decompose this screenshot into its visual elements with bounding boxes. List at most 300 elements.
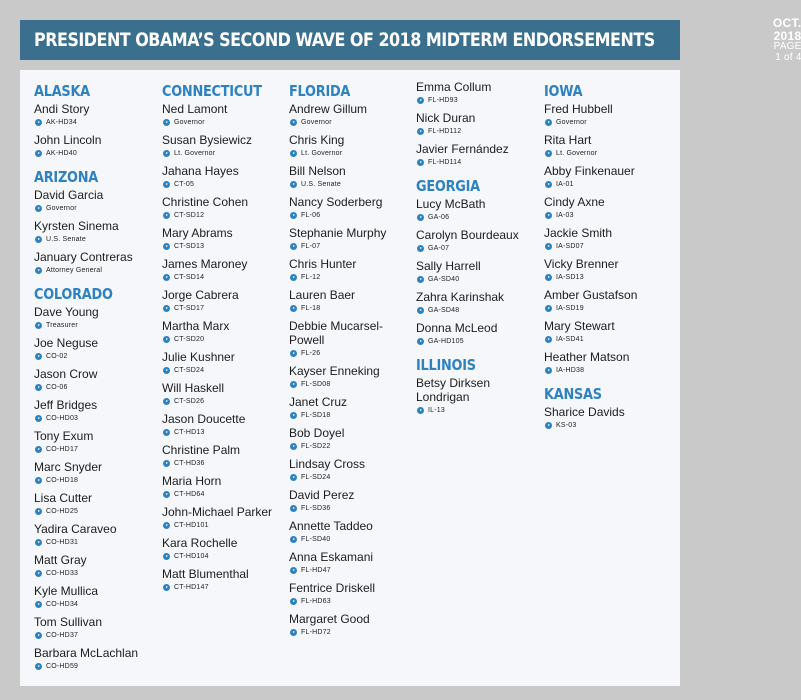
candidate-item [34,522,154,549]
arrow-circle-icon [545,336,552,343]
arrow-circle-icon [290,181,297,188]
candidate-name: Chris Hunter [289,257,357,271]
candidate-name: Christine Cohen [162,195,249,209]
arrow-circle-icon [163,119,170,126]
candidate-name: Marc Snyder [34,460,103,474]
candidate-name: Lindsay Cross [289,457,366,471]
candidate-item [162,319,282,346]
candidate-name: Mary Abrams [162,226,233,240]
arrow-circle-icon [163,491,170,498]
candidate-name: Martha Marx [162,319,230,333]
district-label: Lt. Governor [301,150,343,157]
candidate-office [289,347,409,360]
arrow-circle-icon [417,214,424,221]
candidate-name: January Contreras [34,250,133,264]
district-label: CO-HD25 [46,508,79,515]
arrow-circle-icon [163,212,170,219]
candidate-office [289,533,409,546]
candidate-office [34,505,154,518]
candidate-item [416,290,536,317]
district-label: Governor [174,119,205,126]
candidate-item [544,226,664,253]
candidate-name: Joe Neguse [34,336,99,350]
column-5 [544,80,664,436]
arrow-circle-icon [163,367,170,374]
district-label: U.S. Senate [301,181,341,188]
candidate-office [544,178,664,191]
candidate-item [544,350,664,377]
candidate-name: Will Haskell [162,381,225,395]
arrow-circle-icon [290,150,297,157]
arrow-circle-icon [163,274,170,281]
district-label: FL-HD47 [301,567,331,574]
candidate-office [34,536,154,549]
candidate-office [416,335,536,348]
candidate-name: Christine Palm [162,443,241,457]
candidate-item [34,646,154,673]
candidate-office [544,240,664,253]
arrow-circle-icon [35,236,42,243]
district-label: FL-06 [301,212,321,219]
candidate-name: Javier Fernández [416,142,509,156]
district-label: CO-HD17 [46,446,79,453]
district-label: AK-HD40 [46,150,77,157]
candidate-item [34,102,154,129]
candidate-item [34,367,154,394]
arrow-circle-icon [35,205,42,212]
district-label: Lt. Governor [174,150,216,157]
candidate-item [289,319,409,360]
arrow-circle-icon [163,398,170,405]
candidate-office [289,178,409,191]
arrow-circle-icon [35,601,42,608]
candidate-item [34,584,154,611]
candidate-name: Yadira Caraveo [34,522,117,536]
arrow-circle-icon [35,570,42,577]
candidate-name: Annette Taddeo [289,519,373,533]
candidate-name: Jahana Hayes [162,164,239,178]
arrow-circle-icon [545,243,552,250]
candidate-office [162,209,282,222]
candidate-name: Stephanie Murphy [289,226,387,240]
arrow-circle-icon [35,663,42,670]
candidate-office [544,333,664,346]
district-label: CT-SD13 [174,243,205,250]
candidate-item [162,288,282,315]
arrow-circle-icon [290,505,297,512]
candidate-name: Susan Bysiewicz [162,133,253,147]
candidate-item [544,257,664,284]
district-label: AK-HD34 [46,119,77,126]
candidate-office [162,426,282,439]
column-2 [162,80,282,598]
candidate-name: Ned Lamont [162,102,228,116]
arrow-circle-icon [290,119,297,126]
district-label: CO-06 [46,384,68,391]
candidate-name: Tom Sullivan [34,615,103,629]
candidate-name: David Garcia [34,188,104,202]
district-label: FL-SD08 [301,381,331,388]
arrow-circle-icon [35,508,42,515]
arrow-circle-icon [545,274,552,281]
candidate-item [544,195,664,222]
candidate-item [289,257,409,284]
state-heading: ILLINOIS [416,356,476,374]
state-heading: KANSAS [544,385,602,403]
candidate-name: Lauren Baer [289,288,356,302]
district-label: FL-26 [301,350,321,357]
district-label: CO-HD59 [46,663,79,670]
district-label: Governor [46,205,77,212]
district-label: FL-HD112 [428,128,462,135]
candidate-item [289,288,409,315]
district-label: CO-HD31 [46,539,79,546]
arrow-circle-icon [35,477,42,484]
district-label: CO-HD37 [46,632,79,639]
candidate-item [544,133,664,160]
endorsement-panel [20,70,680,686]
candidate-item [34,491,154,518]
candidate-office [289,595,409,608]
candidate-item [162,350,282,377]
arrow-circle-icon [35,539,42,546]
candidate-name: Donna McLeod [416,321,498,335]
candidate-item [416,80,536,107]
candidate-item [544,288,664,315]
column-3 [289,80,409,643]
page-indicator: PAGE 1 of 4 [773,41,801,63]
district-label: GA-HD105 [428,338,464,345]
candidate-name: Kyle Mullica [34,584,99,598]
candidate-office [289,502,409,515]
arrow-circle-icon [290,243,297,250]
candidate-name: Zahra Karinshak [416,290,505,304]
district-label: U.S. Senate [46,236,86,243]
candidate-item [289,488,409,515]
candidate-office [544,147,664,160]
district-label: GA-07 [428,245,450,252]
candidate-office [289,147,409,160]
candidate-item [289,195,409,222]
arrow-circle-icon [290,474,297,481]
candidate-office [162,488,282,501]
district-label: CO-HD03 [46,415,79,422]
arrow-circle-icon [35,267,42,274]
candidate-name: John Lincoln [34,133,102,147]
candidate-name: Fentrice Driskell [289,581,376,595]
arrow-circle-icon [417,97,424,104]
state-heading: CONNECTICUT [162,82,262,100]
state-heading: ALASKA [34,82,90,100]
district-label: CT-HD147 [174,584,209,591]
arrow-circle-icon [545,305,552,312]
candidate-office [34,116,154,129]
candidate-item [544,164,664,191]
arrow-circle-icon [35,446,42,453]
candidate-item [289,133,409,160]
candidate-name: Nick Duran [416,111,476,125]
state-heading: GEORGIA [416,177,480,195]
district-label: CT-HD101 [174,522,209,529]
arrow-circle-icon [417,159,424,166]
candidate-item [34,336,154,363]
candidate-item [416,321,536,348]
candidate-office [162,240,282,253]
district-label: IA-SD07 [556,243,584,250]
candidate-name: Bob Doyel [289,426,345,440]
candidate-office [34,202,154,215]
arrow-circle-icon [163,522,170,529]
candidate-name: Dave Young [34,305,99,319]
district-label: CT-SD17 [174,305,205,312]
candidate-name: Emma Collum [416,80,492,94]
district-label: CO-HD34 [46,601,79,608]
candidate-office [34,443,154,456]
candidate-office [34,474,154,487]
arrow-circle-icon [545,119,552,126]
arrow-circle-icon [290,212,297,219]
arrow-circle-icon [35,150,42,157]
candidate-office [162,333,282,346]
candidate-name: Amber Gustafson [544,288,638,302]
state-heading: FLORIDA [289,82,351,100]
candidate-office [416,211,536,224]
candidate-office [289,209,409,222]
candidate-item [162,381,282,408]
candidate-item [34,305,154,332]
candidate-name: Jackie Smith [544,226,613,240]
district-label: CO-HD33 [46,570,79,577]
candidate-name: Sharice Davids [544,405,625,419]
candidate-item [289,457,409,484]
arrow-circle-icon [163,429,170,436]
candidate-item [162,133,282,160]
candidate-name: Kara Rochelle [162,536,238,550]
column-1 [34,80,154,677]
district-label: FL-18 [301,305,321,312]
candidate-item [289,364,409,391]
district-label: GA-SD48 [428,307,460,314]
district-label: GA-SD40 [428,276,460,283]
candidate-office [34,319,154,332]
district-label: IA-SD13 [556,274,584,281]
candidate-office [544,419,664,432]
candidate-office [289,302,409,315]
arrow-circle-icon [417,407,424,414]
arrow-circle-icon [163,243,170,250]
candidate-office [289,626,409,639]
district-label: CT-HD104 [174,553,209,560]
candidate-item [289,164,409,191]
candidate-name: Fred Hubbell [544,102,613,116]
arrow-circle-icon [417,338,424,345]
candidate-office [289,471,409,484]
candidate-name: Abby Finkenauer [544,164,635,178]
candidate-item [544,102,664,129]
candidate-name: Lisa Cutter [34,491,93,505]
candidate-office [289,564,409,577]
candidate-item [162,474,282,501]
candidate-name: Heather Matson [544,350,630,364]
header-meta [773,17,801,63]
candidate-item [162,536,282,563]
candidate-item [289,426,409,453]
state-heading: IOWA [544,82,583,100]
candidate-name: Andi Story [34,102,90,116]
district-label: CO-02 [46,353,68,360]
candidate-office [34,598,154,611]
candidate-item [162,257,282,284]
candidate-office [544,302,664,315]
candidate-item [34,219,154,246]
arrow-circle-icon [417,245,424,252]
district-label: FL-12 [301,274,321,281]
candidate-item [289,581,409,608]
candidate-item [34,615,154,642]
candidate-item [34,188,154,215]
arrow-circle-icon [163,181,170,188]
candidate-item [289,395,409,422]
arrow-circle-icon [290,536,297,543]
column-4 [416,80,536,421]
candidate-office [162,395,282,408]
district-label: FL-HD114 [428,159,462,166]
candidate-item [34,398,154,425]
candidate-office [162,147,282,160]
arrow-circle-icon [545,181,552,188]
candidate-office [544,364,664,377]
candidate-office [544,271,664,284]
district-label: FL-SD36 [301,505,331,512]
candidate-item [162,226,282,253]
district-label: IA-01 [556,181,574,188]
candidate-name: Lucy McBath [416,197,486,211]
arrow-circle-icon [35,384,42,391]
candidate-office [34,350,154,363]
candidate-item [34,250,154,277]
candidate-office [162,271,282,284]
arrow-circle-icon [290,598,297,605]
district-label: FL-SD24 [301,474,331,481]
candidate-name: Anna Eskamani [289,550,374,564]
candidate-name: Kyrsten Sinema [34,219,119,233]
district-label: FL-SD18 [301,412,331,419]
district-label: CT-05 [174,181,195,188]
candidate-office [416,125,536,138]
arrow-circle-icon [35,322,42,329]
arrow-circle-icon [545,212,552,219]
district-label: IA-HD38 [556,367,585,374]
district-label: IA-SD41 [556,336,584,343]
arrow-circle-icon [290,443,297,450]
candidate-item [416,111,536,138]
candidate-office [34,660,154,673]
candidate-item [289,550,409,577]
candidate-name: Jeff Bridges [34,398,98,412]
district-label: IA-SD19 [556,305,584,312]
candidate-office [162,116,282,129]
candidate-office [416,156,536,169]
district-label: FL-SD22 [301,443,331,450]
candidate-name: Kayser Enneking [289,364,380,378]
state-heading: ARIZONA [34,168,99,186]
candidate-name: Mary Stewart [544,319,615,333]
candidate-item [34,460,154,487]
candidate-office [34,233,154,246]
candidate-office [162,302,282,315]
district-label: CT-SD26 [174,398,205,405]
candidate-item [162,164,282,191]
candidate-office [289,378,409,391]
candidate-item [416,197,536,224]
header-date: OCT. 2018 [772,15,801,43]
candidate-name: David Perez [289,488,355,502]
candidate-item [162,195,282,222]
candidate-office [416,304,536,317]
candidate-office [162,364,282,377]
candidate-name: Janet Cruz [289,395,348,409]
arrow-circle-icon [35,119,42,126]
candidate-name: John-Michael Parker [162,505,273,519]
candidate-office [544,116,664,129]
arrow-circle-icon [163,336,170,343]
arrow-circle-icon [35,632,42,639]
page-title: PRESIDENT OBAMA’S SECOND WAVE OF 2018 MIDTERM ENDORSEMENTS [34,29,655,51]
candidate-name: Tony Exum [34,429,94,443]
candidate-name: Sally Harrell [416,259,481,273]
district-label: FL-SD40 [301,536,331,543]
district-label: Treasurer [46,322,78,329]
arrow-circle-icon [163,150,170,157]
candidate-office [162,581,282,594]
candidate-name: Bill Nelson [289,164,346,178]
arrow-circle-icon [35,415,42,422]
candidate-office [162,457,282,470]
candidate-office [162,550,282,563]
district-label: CT-SD14 [174,274,205,281]
district-label: FL-HD93 [428,97,458,104]
district-label: FL-HD63 [301,598,331,605]
arrow-circle-icon [290,274,297,281]
candidate-item [162,505,282,532]
candidate-office [289,116,409,129]
candidate-item [289,519,409,546]
candidate-item [416,142,536,169]
candidate-name: James Maroney [162,257,248,271]
district-label: CT-SD20 [174,336,205,343]
candidate-office [34,264,154,277]
candidate-office [34,629,154,642]
district-label: CT-SD12 [174,212,205,219]
candidate-item [34,553,154,580]
candidate-name: Matt Blumenthal [162,567,249,581]
arrow-circle-icon [545,422,552,429]
candidate-office [34,567,154,580]
candidate-item [162,443,282,470]
district-label: Governor [556,119,587,126]
district-label: CT-HD36 [174,460,205,467]
candidate-name: Carolyn Bourdeaux [416,228,519,242]
arrow-circle-icon [417,276,424,283]
arrow-circle-icon [290,381,297,388]
candidate-item [416,228,536,255]
candidate-office [289,271,409,284]
arrow-circle-icon [290,567,297,574]
candidate-office [544,209,664,222]
state-heading: COLORADO [34,285,113,303]
candidate-office [34,412,154,425]
district-label: Attorney General [46,267,103,274]
